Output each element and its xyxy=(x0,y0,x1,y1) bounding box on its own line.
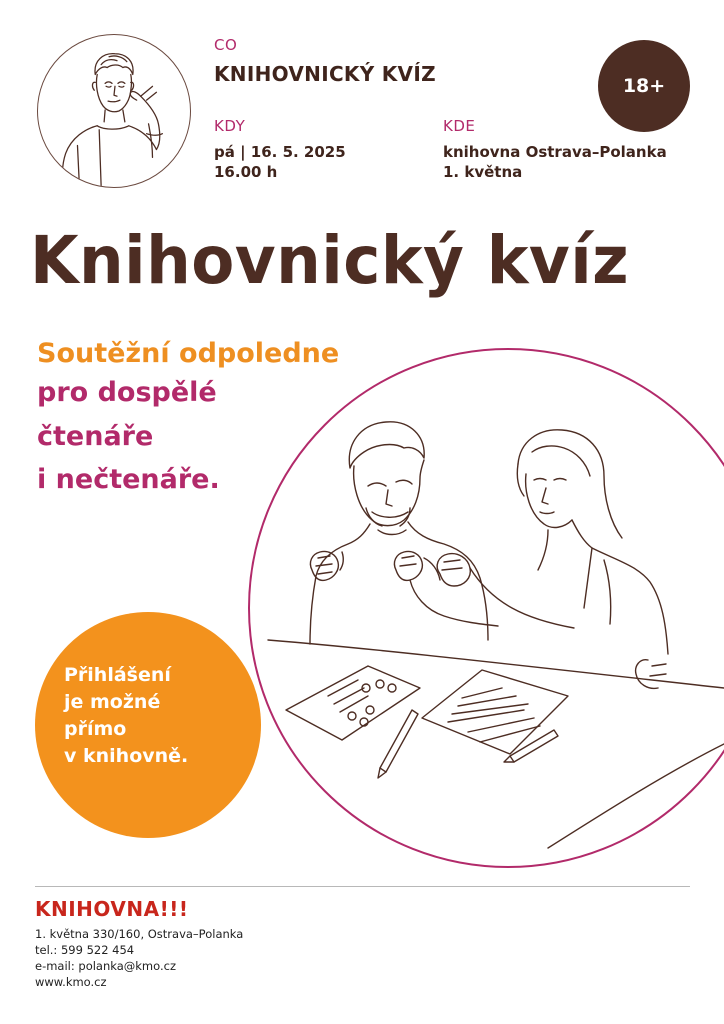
footer-divider xyxy=(35,886,690,887)
footer-phone: tel.: 599 522 454 xyxy=(35,943,135,957)
registration-line-2: je možné xyxy=(64,691,161,713)
subtitle-line-3: čtenáře xyxy=(37,421,154,452)
registration-line-1: Přihlášení xyxy=(64,664,171,686)
subtitle-line-1: Soutěžní odpoledne xyxy=(37,338,340,369)
thinking-person-illustration xyxy=(37,34,191,188)
event-place: knihovna Ostrava–Polanka xyxy=(443,143,667,161)
footer-web: www.kmo.cz xyxy=(35,975,107,989)
footer-email: e-mail: polanka@kmo.cz xyxy=(35,959,176,973)
event-date: pá | 16. 5. 2025 xyxy=(214,143,346,161)
registration-text xyxy=(64,662,244,770)
age-badge: 18+ xyxy=(598,40,690,132)
event-time: 16.00 h xyxy=(214,163,278,181)
event-street: 1. května xyxy=(443,163,523,181)
library-brand: KNIHOVNA!!! xyxy=(35,897,189,921)
footer-address: 1. května 330/160, Ostrava–Polanka xyxy=(35,927,244,941)
event-name: KNIHOVNICKÝ KVÍZ xyxy=(214,62,436,86)
subtitle-line-2: pro dospělé xyxy=(37,377,217,408)
registration-line-4: v knihovně. xyxy=(64,745,189,767)
when-label: KDY xyxy=(214,117,246,135)
quiz-couple-illustration xyxy=(248,348,724,868)
page-title: Knihovnický kvíz xyxy=(30,222,630,299)
what-label: CO xyxy=(214,36,238,54)
where-label: KDE xyxy=(443,117,476,135)
registration-line-3: přímo xyxy=(64,718,127,740)
subtitle-line-4: i nečtenáře. xyxy=(37,464,220,495)
